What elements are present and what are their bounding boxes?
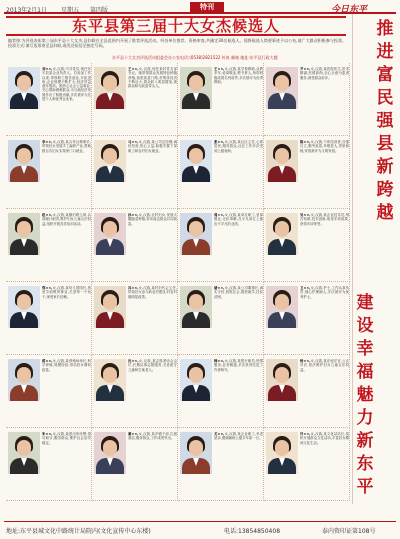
candidate-name: 吴××, xyxy=(300,213,311,217)
candidate-photo xyxy=(94,359,126,401)
issue-date: 2013年2月1日 xyxy=(6,7,47,14)
candidate-description: 女,汉族,某志愿者协会会长,长期从事志愿服务,关爱留守儿童和空巢老人。 xyxy=(128,359,177,372)
candidate-photo xyxy=(180,359,212,401)
newspaper-logo: 今日东平 xyxy=(331,5,368,15)
candidate-description: 女,汉族,某养殖场场长,科学养殖,规模经营,带动妇女增收致富。 xyxy=(42,359,91,372)
candidate-name: 尹××, xyxy=(300,67,311,71)
candidate-photo xyxy=(94,432,126,474)
candidate-photo xyxy=(180,432,212,474)
candidate-card xyxy=(92,282,178,355)
candidate-card xyxy=(264,428,350,501)
candidate-bio xyxy=(128,286,177,352)
headline-box xyxy=(6,16,346,36)
candidate-name: 韩××, xyxy=(214,359,225,363)
candidate-card xyxy=(178,355,264,428)
candidate-name: 李××, xyxy=(42,140,53,144)
candidate-photo xyxy=(94,286,126,328)
candidate-bio xyxy=(300,286,349,352)
candidate-photo xyxy=(180,213,212,255)
candidate-photo xyxy=(266,140,298,182)
candidate-bio xyxy=(214,432,263,498)
candidate-description: 女,汉族,某派出所民警,恪尽职守,服务群众,维护社会治安稳定。 xyxy=(42,432,91,445)
candidate-card xyxy=(264,355,350,428)
candidate-card xyxy=(92,63,178,136)
footer-phone: 电话:13854850408 xyxy=(224,528,281,535)
footer-address: 地址:东平县城文化中路统计局院内(文化宣传中心东楼) xyxy=(6,528,151,535)
candidate-bio xyxy=(128,213,177,279)
candidate-bio xyxy=(128,67,177,133)
candidate-bio xyxy=(300,359,349,425)
slogan-line-2: 建设幸福魅力新东平 xyxy=(356,293,374,497)
candidate-card xyxy=(178,136,264,209)
candidate-bio xyxy=(128,140,177,206)
candidate-photo xyxy=(8,432,40,474)
candidate-card xyxy=(264,282,350,355)
footer-license: 泰内资印证第108号 xyxy=(322,528,376,535)
candidate-bio xyxy=(42,213,91,279)
candidate-card xyxy=(178,63,264,136)
candidate-card xyxy=(6,355,92,428)
candidate-bio xyxy=(128,432,177,498)
candidate-card xyxy=(178,209,264,282)
candidate-bio xyxy=(42,140,91,206)
editor-note: 编者按:为评选表彰第三届东平县十大女杰,县妇联在全县范围内开展了推荐评选活动。经各单位推荐、资格审查,共确定30名候选人。现将候选人简要事迹予以公布,请广大群众积极参与投票。投票方式:填写选票寄至县妇联,或发送短信至指定号码。 xyxy=(8,38,346,48)
candidate-description: 女,汉族,某单位职工,爱岗敬业,无私奉献,在平凡岗位上做出不平凡的业绩。 xyxy=(214,213,263,226)
candidate-bio xyxy=(214,140,263,206)
candidate-name: 王××, xyxy=(128,67,139,71)
candidate-grid xyxy=(6,63,350,501)
issue-weekday: 星期五 xyxy=(61,7,80,14)
candidate-card xyxy=(92,428,178,501)
candidate-card xyxy=(264,63,350,136)
candidate-bio xyxy=(300,432,349,498)
candidate-card xyxy=(178,428,264,501)
candidate-description: 女,汉族,个体经营者,自强自立,勤劳致富,孝敬老人,邻里和睦,家庭被评为文明家庭。 xyxy=(300,140,349,153)
sponsor-line: 东平县十大女杰评选活动组委会办公室电话:(0538)2821522 传真 邮箱 地址:东平县行政大楼 xyxy=(112,55,278,60)
candidate-photo xyxy=(94,213,126,255)
candidate-photo xyxy=(266,286,298,328)
candidate-card xyxy=(178,282,264,355)
candidate-photo xyxy=(8,286,40,328)
candidate-description: 女,汉族,某企业职工,孝老爱亲,照顾瘫痪公婆多年如一日。 xyxy=(214,432,263,441)
candidate-bio xyxy=(128,359,177,425)
candidate-description: 女,汉族,某公司总经理,诚信经营,热心公益,积极安置下岗职工和农村妇女就业。 xyxy=(128,140,177,153)
candidate-description: 女,汉族,某银行职员,热情服务,业务精通,多次获得先进工作者称号。 xyxy=(214,359,263,372)
candidate-name: 刘××, xyxy=(42,67,53,71)
candidate-name: 秦××, xyxy=(128,432,139,436)
candidate-photo xyxy=(180,286,212,328)
candidate-bio xyxy=(214,286,263,352)
candidate-card xyxy=(92,355,178,428)
candidate-photo xyxy=(180,140,212,182)
candidate-photo xyxy=(180,67,212,109)
candidate-photo xyxy=(266,213,298,255)
candidate-name: 沈××, xyxy=(128,359,139,363)
candidate-card xyxy=(6,63,92,136)
candidate-bio xyxy=(42,67,91,133)
page-header xyxy=(4,2,396,14)
candidate-description: 女,汉族,某乡镇干部,扎根基层,服务群众,工作成绩突出。 xyxy=(128,432,177,441)
candidate-photo xyxy=(94,67,126,109)
candidate-bio xyxy=(214,67,263,133)
candidate-name: 马××, xyxy=(128,140,139,144)
candidate-photo xyxy=(8,140,40,182)
slogan-line-1: 推进富民强县新跨越 xyxy=(376,19,394,223)
section-badge: 特刊 xyxy=(190,2,224,13)
candidate-description: 女,汉族,中共党员,现任东平县某企业负责人。自参加工作以来,带领职工艰苦创业,开拓进取,企业规模不断扩大,经济效益逐年提高。她热心社会公益事业,关心帮助困难群众,为当地经济发展作出了积极贡献,多次被评为先进个人和优秀企业家。 xyxy=(42,67,91,102)
candidate-name: 杨××, xyxy=(300,359,311,363)
candidate-name: 许××, xyxy=(300,432,311,436)
candidate-card xyxy=(264,209,350,282)
candidate-photo xyxy=(266,359,298,401)
page-number: 第四版 xyxy=(90,7,109,14)
candidate-description: 女,汉族,某幼儿园园长,热爱学前教育事业,关爱每一个孩子,深受家长信赖。 xyxy=(42,286,91,299)
candidate-bio xyxy=(300,67,349,133)
candidate-bio xyxy=(214,213,263,279)
candidate-bio xyxy=(300,213,349,279)
candidate-description: 女,汉族,现任某村党支部书记。她带领群众发展特色种植养殖,拓宽致富门路,村集体经济不断壮大,群众收入明显增加,被群众称为致富带头人。 xyxy=(128,67,177,89)
candidate-name: 褚××, xyxy=(214,286,225,290)
candidate-description: 女,汉族,某法庭法官,公正司法,依法维护妇女儿童合法权益。 xyxy=(300,359,349,372)
candidate-name: 朱××, xyxy=(42,432,53,436)
vertical-slogan xyxy=(352,14,396,504)
candidate-name: 王××, xyxy=(214,67,225,71)
candidate-name: 孙××, xyxy=(128,213,139,217)
candidate-name: 尤××, xyxy=(214,432,225,436)
candidate-description: 女,汉族,某公司董事长,诚实守信,回报社会,捐资助学,扶贫济困。 xyxy=(214,286,263,299)
candidate-card xyxy=(6,136,92,209)
candidate-description: 女,汉族,某文化站站长,组织开展群众文化活动,丰富妇女精神文化生活。 xyxy=(300,432,349,445)
candidate-name: 蒋××, xyxy=(42,359,53,363)
candidate-photo xyxy=(8,67,40,109)
candidate-card xyxy=(264,136,350,209)
candidate-name: 周××, xyxy=(214,213,225,217)
candidate-bio xyxy=(42,359,91,425)
candidate-bio xyxy=(300,140,349,206)
candidate-description: 女,汉族,某企业技术员,刻苦钻研,技术创新,取得多项成果,获得多项荣誉。 xyxy=(300,213,349,226)
candidate-description: 女,汉族,某医院医生,医术精湛,医德高尚,全心全意为患者服务,深受群众好评。 xyxy=(300,67,349,80)
page-title: 东平县第三届十大女杰候选人 xyxy=(71,17,280,35)
page-footer xyxy=(4,521,396,535)
candidate-card xyxy=(6,428,92,501)
candidate-card xyxy=(6,209,92,282)
candidate-card xyxy=(6,282,92,355)
candidate-description: 女,汉族,某镇妇联主席,认真履行职责,维护妇女儿童合法权益,组织开展各类培训活动。 xyxy=(42,213,91,226)
candidate-name: 赵××, xyxy=(42,213,53,217)
candidate-name: 冯××, xyxy=(128,286,139,290)
candidate-description: 女,汉族,农村妇女,发展大棚蔬菜种植,带动周边群众共同致富。 xyxy=(128,213,177,226)
candidate-description: 女,汉族,某合作社理事长,带领妇女发展手工编织产业,帮助数百名妇女实现家门口就业。 xyxy=(42,140,91,153)
candidate-photo xyxy=(8,213,40,255)
candidate-bio xyxy=(214,359,263,425)
candidate-photo xyxy=(8,359,40,401)
candidate-card xyxy=(92,209,178,282)
candidate-bio xyxy=(42,286,91,352)
candidate-name: 陈××, xyxy=(300,140,311,144)
candidate-description: 女,汉族,某村妇代会主任,带领妇女参与新农村建设,村容村貌明显改善。 xyxy=(128,286,177,299)
candidate-photo xyxy=(266,67,298,109)
candidate-description: 女,汉族,护士,工作认真负责,细心护理病人,多次被评为优秀护士。 xyxy=(300,286,349,299)
candidate-bio xyxy=(42,432,91,498)
candidate-photo xyxy=(266,432,298,474)
candidate-name: 郑××, xyxy=(42,286,53,290)
candidate-name: 卫××, xyxy=(300,286,311,290)
candidate-description: 女,汉族,某学校教师,从教多年,爱岗敬业,教书育人,所带班级成绩名列前茅,多次被评为优秀教师。 xyxy=(214,67,263,84)
candidate-photo xyxy=(94,140,126,182)
candidate-description: 女,汉族,某社区主任,心系居民,服务群众,社区工作多次受到上级表彰。 xyxy=(214,140,263,153)
candidate-card xyxy=(92,136,178,209)
candidate-name: 张××, xyxy=(214,140,225,144)
